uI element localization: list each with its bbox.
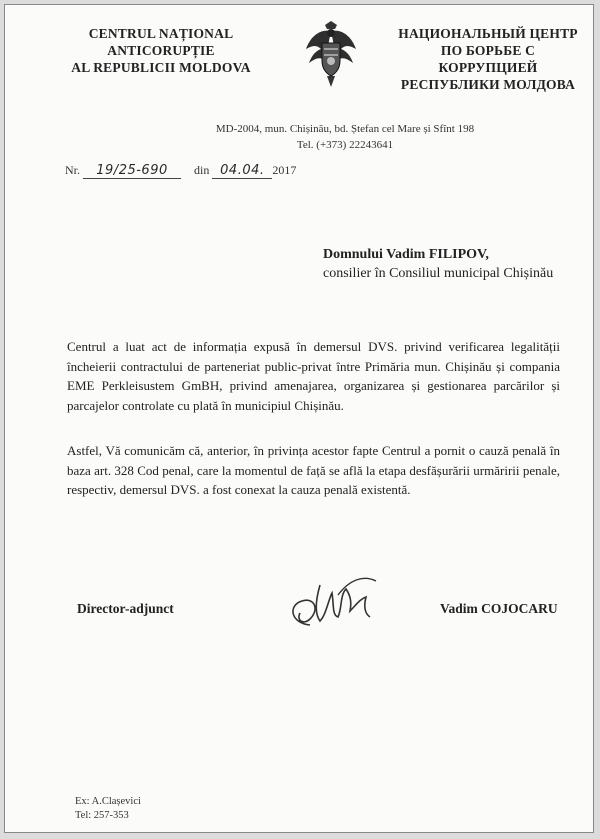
header-ru-line: ПО БОРЬБЕ С КОРРУПЦИЕЙ <box>438 43 538 75</box>
header-ro-line: ANTICORUPȚIE <box>107 43 215 58</box>
moldova-coat-of-arms-icon <box>303 19 359 89</box>
body-paragraph-1: Centrul a luat act de informația expusă în demersul DVS. privind verificarea legalității încheierii contractului de parteneriat public-privat între Primăria mun. Chișinău și compania EME Perkleisustem GmBH, privind amenajarea, organizarea și gestionarea parcărilor și parcajelor controlate cu plată în municipiul Chișinău. <box>67 339 560 413</box>
recipient-name: Domnului Vadim FILIPOV, <box>323 247 489 262</box>
address-line: MD-2004, mun. Chișinău, bd. Ștefan cel Mare și Sfînt 198 <box>215 123 475 135</box>
signatory-name: Vadim COJOCARU <box>440 601 558 616</box>
recipient-title: consilier în Consiliul municipal Chișinău <box>323 266 554 281</box>
nr-label: Nr. <box>65 163 80 177</box>
body-paragraph-2: Astfel, Vă comunicăm că, anterior, în privința acestor fapte Centrul a pornit o cauză penală în baza art. 328 Cod penal, care la momentul de față se află la etapa desfășurării urmăririi penale, respectiv, demersul DVS. a fost conexat la cauza penală existentă. <box>67 443 560 497</box>
signatory-position: Director-adjunct <box>77 601 174 616</box>
header-institution-ro <box>61 25 261 76</box>
header-ru-line: РЕСПУБЛИКИ МОЛДОВА <box>400 77 576 92</box>
date-value: 04.04. <box>212 163 272 179</box>
header-institution-ru <box>393 25 583 93</box>
header-ro-line: CENTRUL NAȚIONAL <box>88 26 234 41</box>
year-value: 2017 <box>272 163 297 177</box>
header-ro-line: AL REPUBLICII MOLDOVA <box>71 60 251 75</box>
header-ru-line: НАЦИОНАЛЬНЫЙ ЦЕНТР <box>398 26 578 41</box>
letter-page <box>4 4 594 833</box>
institution-address <box>175 121 515 153</box>
executor-footer <box>75 795 141 823</box>
reference-number <box>65 163 296 179</box>
din-label: din <box>194 163 210 177</box>
phone-line: Tel. (+373) 22243641 <box>296 139 394 151</box>
executor-phone: Tel: 257-353 <box>75 810 129 821</box>
executor-name: Ex: A.Clașevici <box>75 796 141 807</box>
handwritten-signature <box>280 565 390 645</box>
nr-value: 19/25-690 <box>83 163 181 179</box>
recipient-block <box>323 245 553 283</box>
